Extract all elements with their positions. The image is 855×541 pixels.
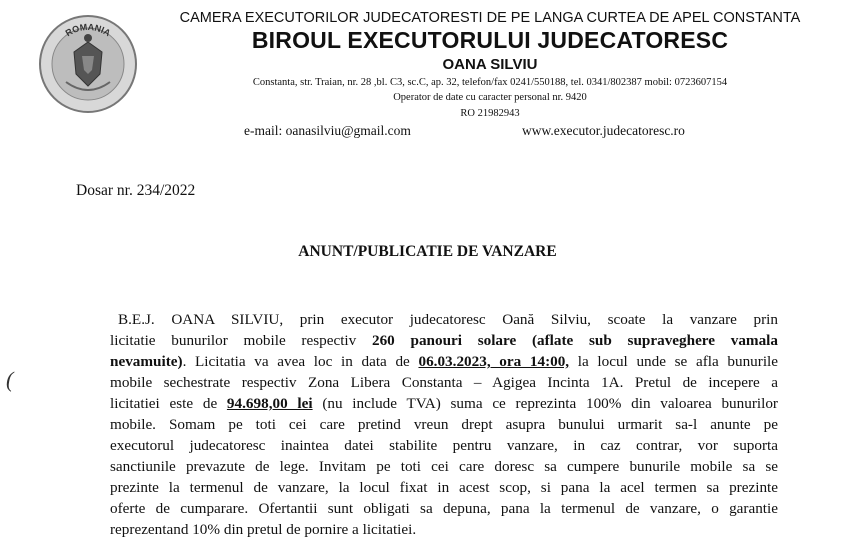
bailiff-name: OANA SILVIU bbox=[442, 56, 538, 73]
chamber-name: CAMERA EXECUTORILOR JUDECATORESTI DE PE LANGA CURTEA DE APEL CONSTANTA bbox=[179, 10, 801, 26]
body-line-5 bbox=[110, 393, 778, 414]
margin-mark: ( bbox=[6, 367, 14, 392]
operator-number: Operator de date cu caracter personal nr. 9420 bbox=[393, 92, 587, 103]
body-text: . Licitatia va avea loc in data de bbox=[182, 353, 419, 370]
auction-date: 06.03.2023, ora 14:00, bbox=[418, 353, 570, 370]
seal-text: ROMANIA bbox=[63, 21, 113, 39]
website-link[interactable]: www.executor.judecatoresc.ro bbox=[522, 123, 685, 138]
body-text: licitatie bunurilor mobile respectiv bbox=[110, 332, 372, 349]
bailiff-seal-logo bbox=[36, 12, 140, 116]
body-line-2 bbox=[110, 330, 778, 351]
email-address[interactable]: e-mail: oanasilviu@gmail.com bbox=[244, 123, 411, 138]
body-text: (nu include TVA) suma ce reprezinta 100% din valoarea bunurilor bbox=[312, 395, 778, 412]
document-title: ANUNT/PUBLICATIE DE VANZARE bbox=[298, 243, 557, 260]
body-text: licitatiei este de bbox=[110, 395, 227, 412]
goods-description-end: nevamuite) bbox=[110, 353, 183, 370]
body-line-1: B.E.J. OANA SILVIU, prin executor judecatoresc Oană Silviu, scoate la vanzare prin bbox=[118, 311, 778, 328]
body-line-7: executorul judecatoresc inaintea datei stabilite pentru vanzare, in caz contrar, vor suporta bbox=[110, 437, 778, 454]
starting-price: 94.698,00 lei bbox=[226, 395, 313, 412]
body-line-9: prezinte la termenul de vanzare, la locul fixat in acest scop, si pana la acel termen sa prezinte bbox=[110, 479, 778, 496]
body-line-8: sanctiunile prevazute de lege. Invitam pe toti cei care doresc sa cumpere bunurile mobile sa se bbox=[110, 458, 778, 475]
body-line-6: mobile. Somam pe toti cei care pretind vreun drept asupra bunului urmarit sa-l anunte pe bbox=[110, 416, 778, 433]
body-text: la locul unde se afla bunurile bbox=[569, 353, 778, 370]
body-line-3 bbox=[110, 351, 778, 372]
body-line-11: reprezentand 10% din pretul de pornire a licitatiei. bbox=[110, 521, 417, 538]
office-address: Constanta, str. Traian, nr. 28 ,bl. C3, sc.C, ap. 32, telefon/fax 0241/550188, tel. 0341/802387 mobil: 0723607154 bbox=[252, 77, 728, 88]
office-title: BIROUL EXECUTORULUI JUDECATORESC bbox=[251, 27, 729, 53]
body-line-10: oferte de cumparare. Ofertantii sunt obligati sa depuna, pana la termenul de vanzare, o garantie bbox=[110, 500, 778, 517]
fiscal-code: RO 21982943 bbox=[460, 108, 520, 119]
goods-description: 260 panouri solare (aflate sub supraveghere vamala bbox=[371, 332, 778, 349]
case-number: Dosar nr. 234/2022 bbox=[76, 182, 196, 199]
body-line-4: mobile sechestrate respectiv Zona Libera Constanta – Agigea Incinta 1A. Pretul de incepere a bbox=[110, 374, 778, 391]
